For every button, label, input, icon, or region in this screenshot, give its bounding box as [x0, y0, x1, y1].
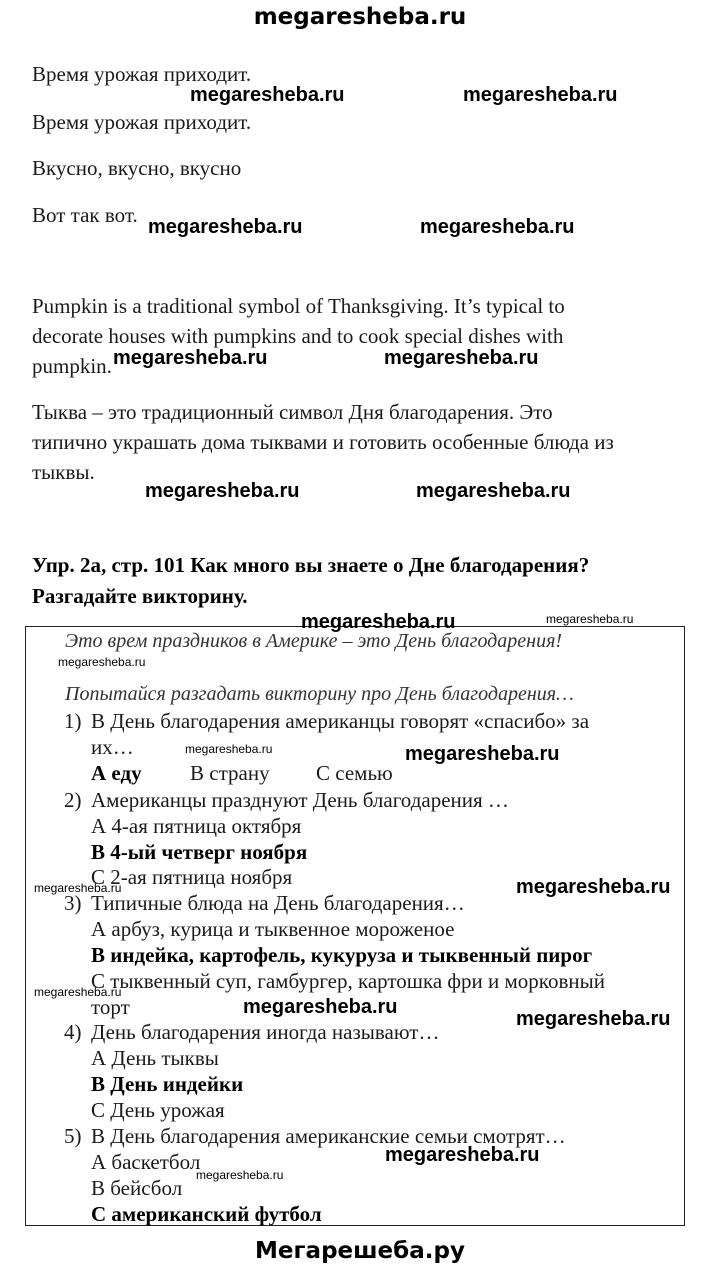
q5-number: 5) — [64, 1124, 82, 1148]
exercise-heading-line-2: Разгадайте викторину. — [32, 584, 248, 608]
quiz-intro-2: Попытайся разгадать викторину про День благодарения… — [65, 683, 574, 705]
q2-option-c: С 2-ая пятница ноября — [91, 865, 293, 889]
q4-option-a: А День тыквы — [91, 1046, 219, 1070]
q2-number: 2) — [64, 788, 82, 812]
watermark: megaresheba.ru — [190, 84, 345, 106]
site-footer: Мегарешеба.ру — [255, 1238, 465, 1264]
watermark: megaresheba.ru — [145, 480, 300, 502]
q5-option-b: В бейсбол — [91, 1176, 183, 1200]
watermark: megaresheba.ru — [385, 1144, 540, 1166]
site-header: megaresheba.ru — [253, 4, 467, 30]
q3-option-a: А арбуз, курица и тыквенное мороженое — [91, 917, 455, 941]
q3-option-c-line-1: С тыквенный суп, гамбургер, картошка фри и морковный — [91, 969, 605, 993]
q4-option-c: С День урожая — [91, 1098, 225, 1122]
q1-text-1: В День благодарения американцы говорят «спасибо» за — [91, 709, 590, 733]
q2-option-b: В 4-ый четверг ноября — [91, 840, 308, 864]
q1-number: 1) — [64, 709, 82, 733]
watermark: megaresheba.ru — [148, 216, 303, 238]
q1-option-a: А еду — [91, 761, 142, 785]
q3-number: 3) — [64, 891, 82, 915]
q1-option-b: В страну — [190, 761, 270, 785]
song-line-4: Вот так вот. — [32, 203, 138, 227]
song-line-2: Время урожая приходит. — [32, 110, 252, 134]
watermark: megaresheba.ru — [516, 876, 671, 898]
q5-option-c: С американский футбол — [91, 1202, 322, 1226]
watermark: megaresheba.ru — [301, 611, 456, 633]
watermark: megaresheba.ru — [516, 1008, 671, 1030]
pumpkin-en-line-1: Pumpkin is a traditional symbol of Thanksgiving. It’s typical to — [32, 294, 565, 318]
watermark: megaresheba.ru — [196, 1168, 284, 1182]
watermark: megaresheba.ru — [58, 655, 146, 669]
pumpkin-ru-line-1: Тыква – это традиционный символ Дня благодарения. Это — [32, 400, 553, 424]
watermark: megaresheba.ru — [384, 347, 539, 369]
q3-option-b: В индейка, картофель, кукуруза и тыквенный пирог — [91, 943, 593, 967]
q4-number: 4) — [64, 1020, 82, 1044]
quiz-intro-1: Это врем праздников в Америке – это День благодарения! — [65, 630, 563, 652]
song-line-1: Время урожая приходит. — [32, 62, 252, 86]
watermark: megaresheba.ru — [463, 84, 618, 106]
pumpkin-en-line-2: decorate houses with pumpkins and to cook special dishes with — [32, 324, 564, 348]
watermark: megaresheba.ru — [416, 480, 571, 502]
q5-text: В День благодарения американские семьи смотрят… — [91, 1124, 566, 1148]
pumpkin-ru-line-2: типично украшать дома тыквами и готовить особенные блюда из — [32, 430, 614, 454]
watermark: megaresheba.ru — [405, 743, 560, 765]
watermark: megaresheba.ru — [34, 985, 122, 999]
watermark: megaresheba.ru — [243, 996, 398, 1018]
exercise-heading-line-1: Упр. 2а, стр. 101 Как много вы знаете о Дне благодарения? — [32, 553, 590, 577]
pumpkin-ru-line-3: тыквы. — [32, 460, 95, 484]
watermark: megaresheba.ru — [34, 881, 122, 895]
q2-option-a: А 4-ая пятница октября — [91, 814, 302, 838]
watermark: megaresheba.ru — [113, 347, 268, 369]
q3-option-c-line-2: торт — [91, 995, 130, 1019]
q2-text: Американцы празднуют День благодарения … — [91, 788, 509, 812]
song-line-3: Вкусно, вкусно, вкусно — [32, 156, 242, 180]
watermark: megaresheba.ru — [185, 742, 273, 756]
q5-option-a: А баскетбол — [91, 1150, 201, 1174]
q1-option-c: С семью — [316, 761, 393, 785]
q4-option-b: В День индейки — [91, 1072, 244, 1096]
q1-text-2: их… — [91, 735, 134, 759]
q3-text: Типичные блюда на День благодарения… — [91, 891, 465, 915]
watermark: megaresheba.ru — [546, 612, 634, 626]
q4-text: День благодарения иногда называют… — [91, 1020, 440, 1044]
pumpkin-en-line-3: pumpkin. — [32, 354, 112, 378]
watermark: megaresheba.ru — [420, 216, 575, 238]
